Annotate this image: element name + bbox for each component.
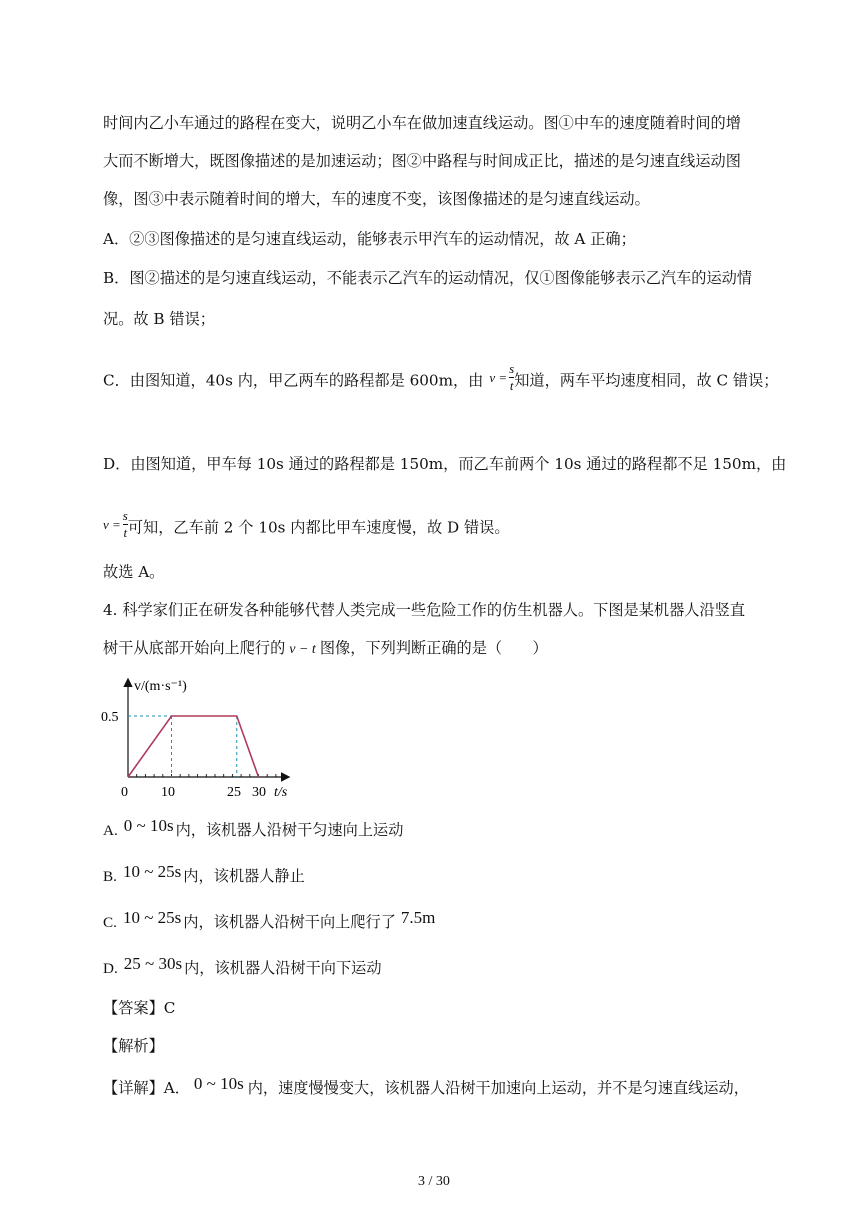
option-b-explanation: 况。故 B 错误；: [103, 310, 215, 328]
option-c-explanation: [103, 361, 779, 397]
y-axis-label: v/(m·s⁻¹): [134, 679, 187, 694]
formula-fraction: $\frac{s}{t}$: [122, 508, 128, 540]
time-range: 0 ~ 10s: [123, 816, 174, 835]
choice-a: A. 0 ~ 10s 内，该机器人沿树干匀速向上运动: [103, 816, 404, 839]
vt-math: v − t: [289, 642, 316, 657]
question-4-stem: 树干从底部开始向上爬行的 v − t 图像，下列判断正确的是（ ）: [103, 639, 548, 657]
option-d-explanation: [103, 508, 510, 544]
time-range: 10 ~ 25s: [122, 908, 182, 927]
option-d-explanation: D．由图知道，甲车每 10s 通过的路程都是 150m，而乙车前两个 10s 通过的路程都不足 150m，由: [103, 455, 787, 473]
distance-value: 7.5m: [400, 908, 436, 927]
vt-chart: [98, 672, 308, 804]
option-b-explanation: B．图②描述的是匀速直线运动，不能表示乙汽车的运动情况，仅①图像能够表示乙汽车的运动情: [103, 269, 753, 287]
y-tick-label: 0.5: [101, 710, 119, 725]
x-tick-label: 30: [252, 785, 266, 800]
choice-d: D. 25 ~ 30s 内，该机器人沿树干向下运动: [103, 954, 382, 977]
analysis-heading: 【解析】: [103, 1037, 164, 1055]
conclusion: 故选 A。: [103, 563, 165, 581]
option-a-explanation: A．②③图像描述的是匀速直线运动，能够表示甲汽车的运动情况，故 A 正确；: [103, 230, 636, 248]
x-tick-label: 25: [227, 785, 241, 800]
guide-lines: [128, 716, 237, 777]
question-4-stem: 4. 科学家们正在研发各种能够代替人类完成一些危险工作的仿生机器人。下图是某机器人沿竖直: [103, 601, 746, 619]
option-c-text: 知道，两车平均速度相同，故 C 错误；: [514, 371, 779, 390]
velocity-formula: v =: [103, 516, 121, 532]
paragraph-line: 时间内乙小车通过的路程在变大，说明乙小车在做加速直线运动。图①中车的速度随着时间的增: [103, 114, 741, 132]
choice-b: B. 10 ~ 25s 内，该机器人静止: [103, 862, 305, 885]
formula-fraction: $\frac{s}{t}$: [509, 361, 515, 393]
time-range: 10 ~ 25s: [122, 862, 182, 881]
x-tick-label: 10: [161, 785, 175, 800]
detail-explanation: 【详解】A． 0 ~ 10s 内，速度慢慢变大，该机器人沿树干加速向上运动，并不是匀速直线运动，: [103, 1074, 749, 1097]
velocity-formula: v =: [489, 369, 508, 385]
time-range: 0 ~ 10s: [193, 1074, 244, 1093]
answer: 【答案】C: [103, 999, 176, 1017]
time-range: 25 ~ 30s: [123, 954, 183, 973]
x-axis-label: t/s: [274, 785, 288, 800]
option-d-text: 可知，乙车前 2 个 10s 内都比甲车速度慢，故 D 错误。: [127, 518, 510, 537]
option-c-text: C．由图知道，40s 内，甲乙两车的路程都是 600m，由: [103, 371, 484, 390]
velocity-line: [128, 716, 259, 777]
page-number: 3 / 30: [418, 1174, 450, 1189]
x-tick-label: 0: [121, 785, 128, 800]
paragraph-line: 像，图③中表示随着时间的增大，车的速度不变，该图像描述的是匀速直线运动。: [103, 190, 650, 208]
choice-c: C. 10 ~ 25s 内，该机器人沿树干向上爬行了 7.5m: [103, 908, 436, 931]
paragraph-line: 大而不断增大，既图像描述的是加速运动；图②中路程与时间成正比，描述的是匀速直线运动图: [103, 152, 741, 170]
